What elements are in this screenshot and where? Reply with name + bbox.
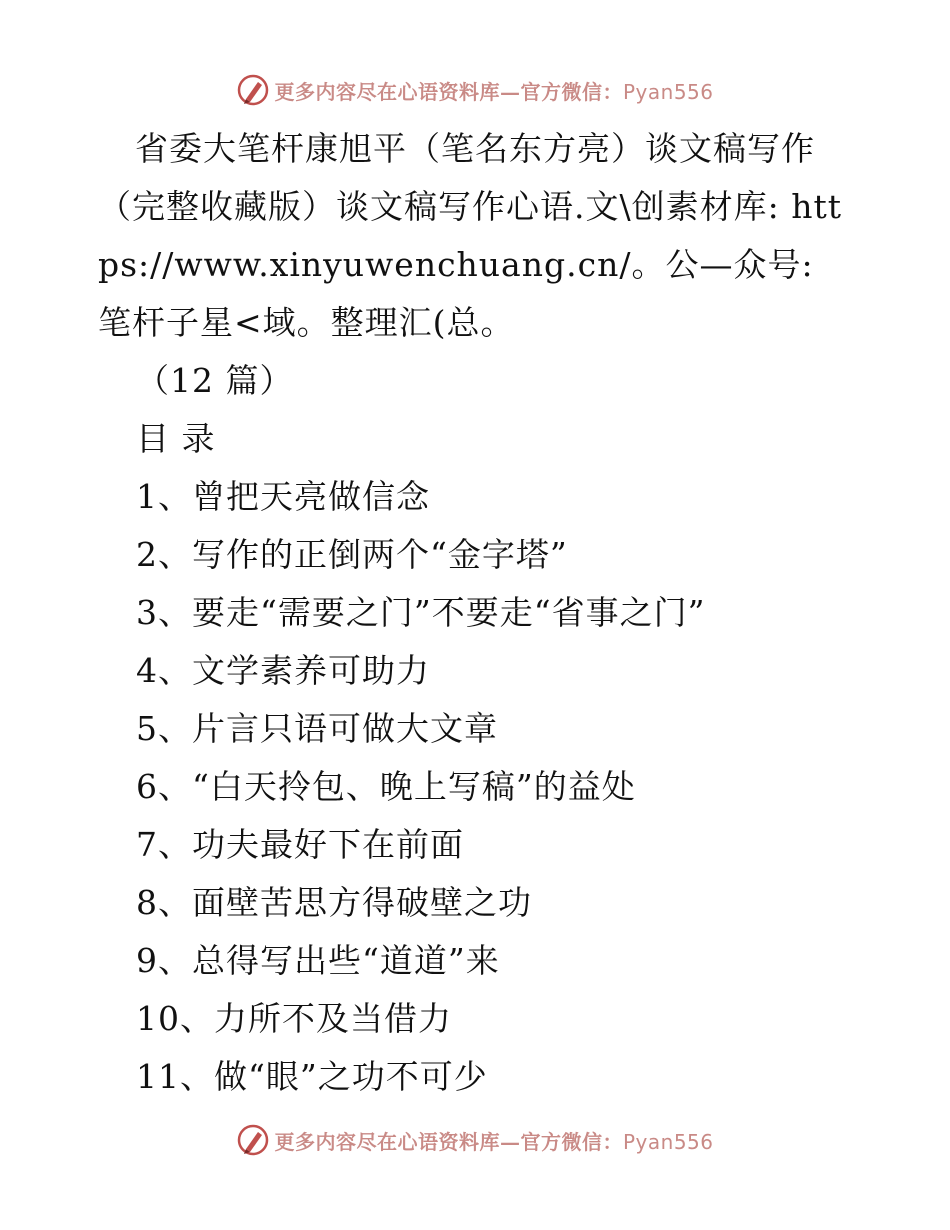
toc-item: 11、做“眼”之功不可少 — [136, 1057, 488, 1096]
document-title: 省委大笔杆康旭平（笔名东方亮）谈文稿写作（完整收藏版）谈文稿写作心语.文\创素材库: https://www.xinyuwenchuang.cn/。公—众号: 笔杆子星<域。整理汇(总。 — [98, 129, 842, 342]
toc-item: 2、写作的正倒两个“金字塔” — [136, 535, 568, 574]
article-count: （12 篇） — [136, 361, 294, 400]
document-body — [0, 120, 950, 1106]
toc-item: 1、曾把天亮做信念 — [136, 477, 430, 516]
watermark-text: 更多内容尽在心语资料库—官方微信：Pyan556 — [274, 79, 714, 104]
toc-item: 4、文学素养可助力 — [136, 651, 430, 690]
toc-item: 7、功夫最好下在前面 — [136, 825, 464, 864]
toc-item: 3、要走“需要之门”不要走“省事之门” — [136, 593, 706, 632]
watermark-text: 更多内容尽在心语资料库—官方微信：Pyan556 — [274, 1129, 714, 1154]
toc-item: 6、“白天拎包、晚上写稿”的益处 — [136, 767, 636, 806]
toc-item: 9、总得写出些“道道”来 — [136, 941, 500, 980]
pen-logo-icon — [236, 73, 270, 107]
toc-heading: 目 录 — [136, 419, 216, 458]
pen-logo-icon — [236, 1123, 270, 1157]
watermark-banner-bottom — [0, 1120, 950, 1160]
toc-item: 10、力所不及当借力 — [136, 999, 452, 1038]
toc-item: 5、片言只语可做大文章 — [136, 709, 498, 748]
watermark-banner-top — [0, 70, 950, 110]
toc-item: 8、面壁苦思方得破壁之功 — [136, 883, 532, 922]
